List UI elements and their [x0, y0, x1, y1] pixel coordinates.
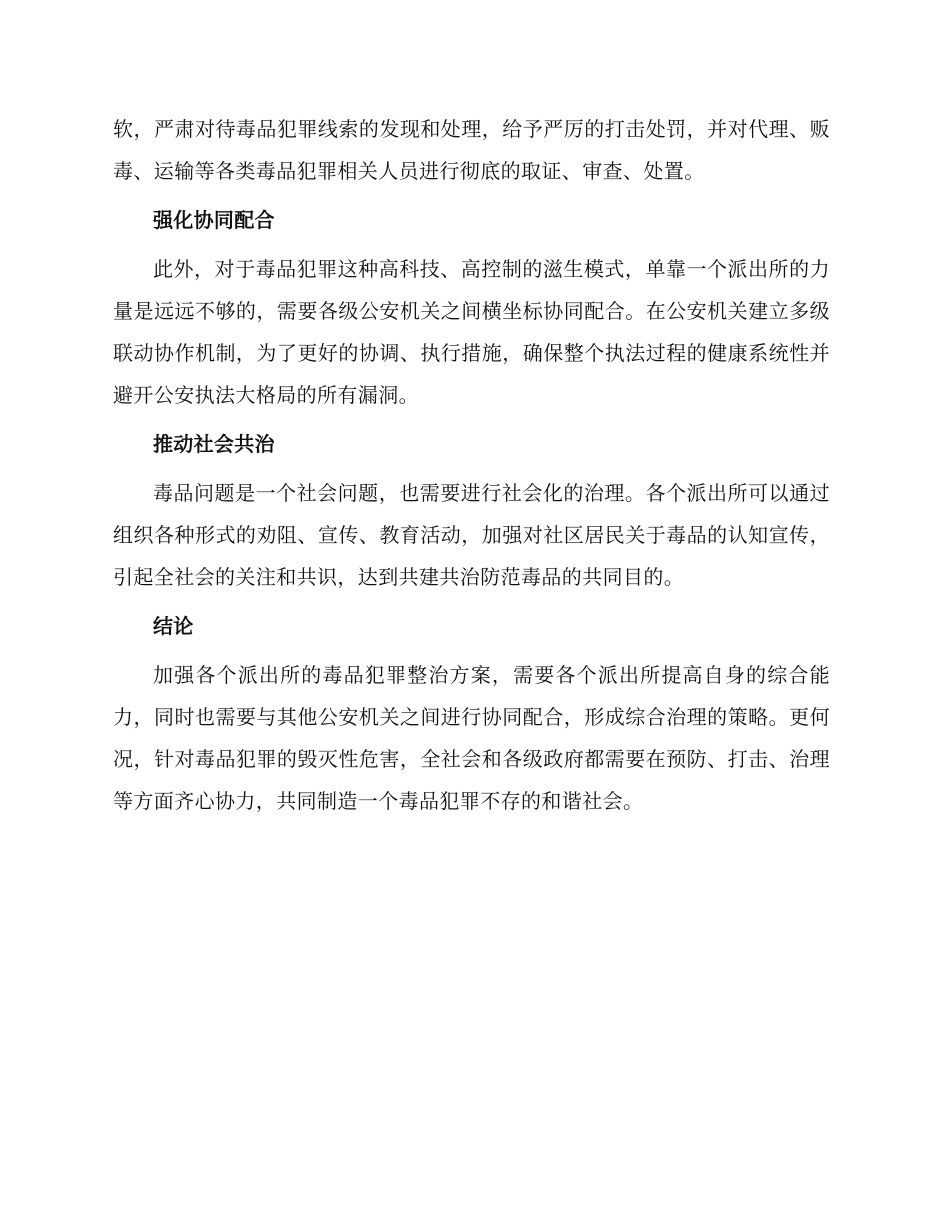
- heading-social-governance: 推动社会共治: [153, 432, 275, 456]
- paragraph-cooperation: 此外，对于毒品犯罪这种高科技、高控制的滋生模式，单靠一个派出所的力量是远远不够的，需要各级公安机关之间横坐标协同配合。在公安机关建立多级联动协作机制，为了更好的协调、执行措施，确保整个执法过程的健康系统性并避开公安执法大格局的所有漏洞。: [113, 257, 830, 407]
- heading-conclusion: 结论: [153, 614, 194, 638]
- heading-strengthen-cooperation: 强化协同配合: [153, 208, 275, 232]
- paragraph-intro-continuation: 软，严肃对待毒品犯罪线索的发现和处理，给予严厉的打击处罚，并对代理、贩毒、运输等各类毒品犯罪相关人员进行彻底的取证、审查、处置。: [113, 117, 830, 183]
- paragraph-social-governance: 毒品问题是一个社会问题，也需要进行社会化的治理。各个派出所可以通过组织各种形式的劝阻、宣传、教育活动，加强对社区居民关于毒品的认知宣传，引起全社会的关注和共识，达到共建共治防范毒品的共同目的。: [113, 481, 830, 589]
- paragraph-conclusion: 加强各个派出所的毒品犯罪整治方案，需要各个派出所提高自身的综合能力，同时也需要与其他公安机关之间进行协同配合，形成综合治理的策略。更何况，针对毒品犯罪的毁灭性危害，全社会和各级政府都需要在预防、打击、治理等方面齐心协力，共同制造一个毒品犯罪不存的和谐社会。: [113, 663, 830, 813]
